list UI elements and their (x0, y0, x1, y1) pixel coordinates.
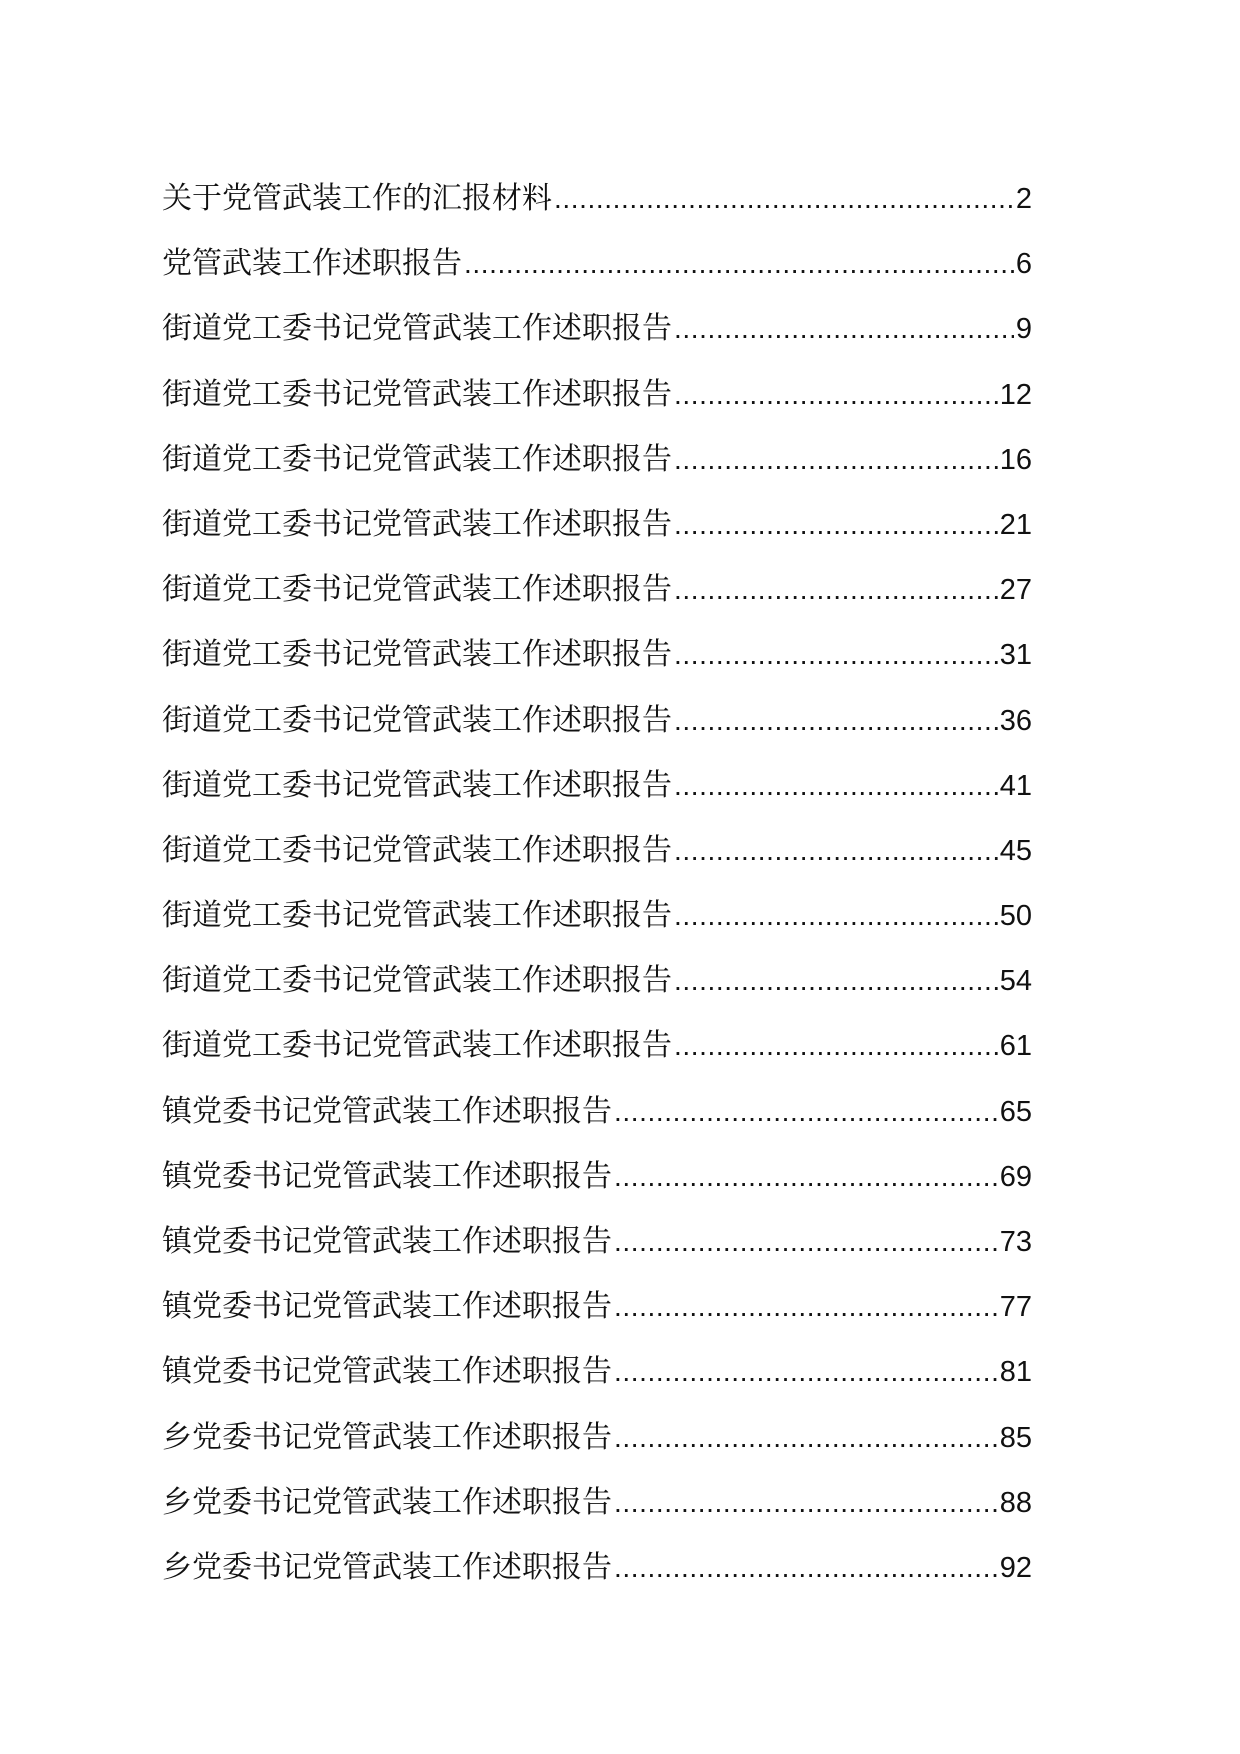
toc-dot-leader (674, 427, 998, 492)
toc-entry[interactable] (162, 362, 1032, 427)
toc-entry[interactable] (162, 622, 1032, 687)
toc-entry-page-number: 65 (999, 1095, 1032, 1128)
table-of-contents (162, 166, 1032, 1600)
toc-dot-leader (674, 753, 998, 818)
toc-entry-page-number: 92 (999, 1551, 1032, 1584)
toc-entry-title: 镇党委书记党管武装工作述职报告 (162, 1093, 612, 1129)
toc-entry-title: 街道党工委书记党管武装工作述职报告 (162, 898, 672, 934)
toc-dot-leader (614, 1535, 998, 1600)
toc-entry-title: 街道党工委书记党管武装工作述职报告 (162, 506, 672, 542)
toc-entry[interactable] (162, 883, 1032, 948)
toc-dot-leader (614, 1079, 998, 1144)
toc-dot-leader (614, 1339, 998, 1404)
toc-entry-title: 乡党委书记党管武装工作述职报告 (162, 1419, 612, 1455)
toc-entry-page-number: 12 (999, 378, 1032, 411)
toc-entry[interactable] (162, 1209, 1032, 1274)
toc-entry-title: 街道党工委书记党管武装工作述职报告 (162, 311, 672, 347)
toc-entry-page-number: 6 (1015, 248, 1032, 281)
toc-entry-title: 关于党管武装工作的汇报材料 (162, 181, 552, 216)
toc-entry[interactable] (162, 1144, 1032, 1209)
toc-entry-page-number: 31 (999, 639, 1032, 672)
toc-entry[interactable] (162, 818, 1032, 883)
toc-entry[interactable] (162, 688, 1032, 753)
toc-entry-title: 街道党工委书记党管武装工作述职报告 (162, 767, 672, 803)
toc-entry-title: 乡党委书记党管武装工作述职报告 (162, 1484, 612, 1520)
toc-entry[interactable] (162, 492, 1032, 557)
toc-dot-leader (674, 688, 998, 753)
toc-entry-title: 街道党工委书记党管武装工作述职报告 (162, 637, 672, 673)
toc-dot-leader (614, 1209, 998, 1274)
toc-entry-page-number: 45 (999, 834, 1032, 867)
toc-entry[interactable] (162, 1405, 1032, 1470)
toc-entry[interactable] (162, 296, 1032, 361)
toc-entry-title: 街道党工委书记党管武装工作述职报告 (162, 702, 672, 738)
toc-entry-page-number: 77 (999, 1291, 1032, 1324)
toc-entry-title: 乡党委书记党管武装工作述职报告 (162, 1549, 612, 1585)
toc-entry-title: 街道党工委书记党管武装工作述职报告 (162, 963, 672, 999)
toc-entry[interactable] (162, 1013, 1032, 1078)
toc-entry-title: 街道党工委书记党管武装工作述职报告 (162, 1028, 672, 1064)
toc-entry-page-number: 9 (1015, 313, 1032, 346)
toc-entry-page-number: 88 (999, 1486, 1032, 1519)
toc-entry-title: 街道党工委书记党管武装工作述职报告 (162, 441, 672, 477)
toc-dot-leader (674, 622, 998, 687)
toc-dot-leader (614, 1274, 998, 1339)
toc-entry[interactable] (162, 231, 1032, 296)
toc-entry-page-number: 54 (999, 965, 1032, 998)
toc-dot-leader (614, 1470, 998, 1535)
toc-entry-page-number: 2 (1015, 183, 1032, 215)
toc-entry[interactable] (162, 753, 1032, 818)
toc-entry-page-number: 36 (999, 704, 1032, 737)
toc-entry-title: 镇党委书记党管武装工作述职报告 (162, 1224, 612, 1259)
toc-entry-page-number: 85 (999, 1421, 1032, 1454)
toc-entry-page-number: 73 (999, 1226, 1032, 1258)
toc-entry[interactable] (162, 1535, 1032, 1600)
toc-entry[interactable] (162, 1079, 1032, 1144)
toc-entry-title: 党管武装工作述职报告 (162, 246, 462, 282)
toc-dot-leader (674, 948, 998, 1013)
toc-entry-title: 街道党工委书记党管武装工作述职报告 (162, 832, 672, 868)
toc-entry-page-number: 27 (999, 574, 1032, 607)
toc-entry[interactable] (162, 1470, 1032, 1535)
toc-entry[interactable] (162, 166, 1032, 231)
toc-entry-page-number: 61 (999, 1030, 1032, 1063)
toc-dot-leader (464, 231, 1014, 296)
toc-dot-leader (674, 883, 998, 948)
toc-entry[interactable] (162, 1339, 1032, 1404)
toc-dot-leader (674, 492, 998, 557)
toc-entry-page-number: 16 (999, 443, 1032, 476)
toc-dot-leader (674, 296, 1014, 361)
toc-dot-leader (614, 1405, 998, 1470)
toc-entry-page-number: 81 (999, 1356, 1032, 1389)
toc-dot-leader (674, 1013, 998, 1078)
toc-entry-page-number: 69 (999, 1160, 1032, 1193)
toc-entry-title: 镇党委书记党管武装工作述职报告 (162, 1289, 612, 1325)
toc-dot-leader (614, 1144, 998, 1209)
toc-dot-leader (674, 557, 998, 622)
toc-entry[interactable] (162, 1274, 1032, 1339)
toc-entry[interactable] (162, 427, 1032, 492)
toc-entry-title: 镇党委书记党管武装工作述职报告 (162, 1158, 612, 1194)
toc-entry[interactable] (162, 948, 1032, 1013)
toc-dot-leader (554, 166, 1014, 231)
toc-entry-title: 镇党委书记党管武装工作述职报告 (162, 1354, 612, 1390)
toc-entry[interactable] (162, 557, 1032, 622)
toc-dot-leader (674, 818, 998, 883)
toc-entry-title: 街道党工委书记党管武装工作述职报告 (162, 376, 672, 412)
toc-entry-page-number: 50 (999, 900, 1032, 933)
toc-dot-leader (674, 362, 998, 427)
toc-entry-page-number: 21 (999, 508, 1032, 541)
toc-entry-page-number: 41 (999, 769, 1032, 802)
toc-entry-title: 街道党工委书记党管武装工作述职报告 (162, 572, 672, 608)
